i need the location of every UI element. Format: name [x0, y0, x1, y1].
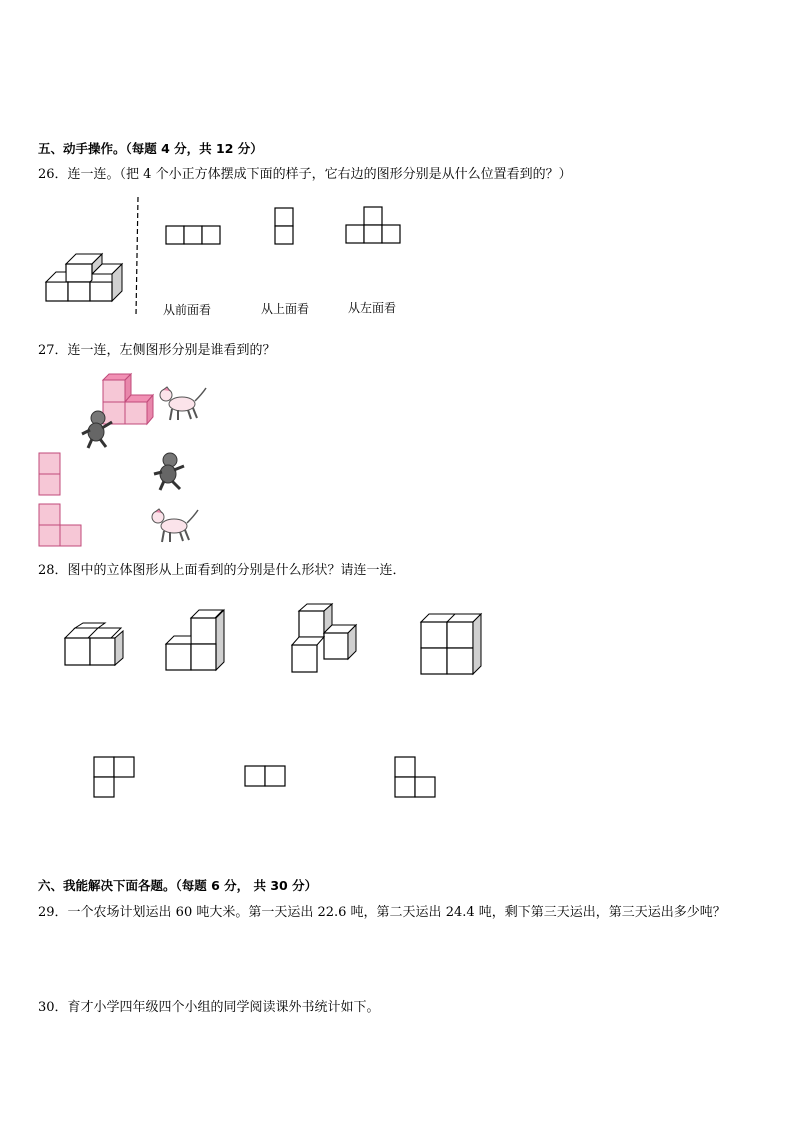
l-shape-corner-view [394, 756, 440, 800]
solid-a [63, 623, 133, 673]
t-shape-figure [345, 206, 405, 246]
caption-left-view: 从左面看 [348, 301, 397, 315]
dog-icon [150, 508, 200, 544]
monkey-icon [78, 410, 118, 450]
section-5-title: 五、动手操作。（每题 4 分，共 12 分） [38, 141, 263, 156]
question-27-text: 27．连一连，左侧图形分别是谁看到的？ [38, 343, 276, 358]
two-squares-row [244, 765, 290, 789]
dog-icon [158, 386, 208, 422]
caption-front-view: 从前面看 [163, 303, 212, 317]
question-26-text: 26．连一连。（把 4 个小正方体摆成下面的样子，它右边的图形分别是从什么位置看到的？） [38, 167, 572, 182]
three-squares-row-figure [165, 225, 225, 247]
four-cube-stack-figure [44, 238, 134, 308]
two-squares-column-figure [274, 207, 296, 247]
question-30-text: 30．育才小学四年级四个小组的同学阅读课外书统计如下。 [38, 1000, 380, 1015]
solid-c [290, 603, 370, 675]
solid-b [165, 608, 235, 674]
solid-d [420, 612, 490, 678]
caption-top-view: 从上面看 [261, 302, 310, 316]
question-28-text: 28．图中的立体图形从上面看到的分别是什么形状？请连一连． [38, 563, 406, 578]
pink-l-shape-view [38, 503, 86, 549]
pink-column-view [38, 452, 64, 498]
section-6-title: 六、我能解决下面各题。（每题 6 分， 共 30 分） [38, 878, 318, 893]
question-29-text: 29．一个农场计划运出 60 吨大米。第一天运出 22.6 吨，第二天运出 24.4 吨，剩下第三天运出，第三天运出多少吨？ [38, 905, 726, 920]
l-shape-top-view [93, 756, 139, 800]
dashed-divider [136, 197, 140, 317]
monkey-icon [150, 452, 190, 492]
